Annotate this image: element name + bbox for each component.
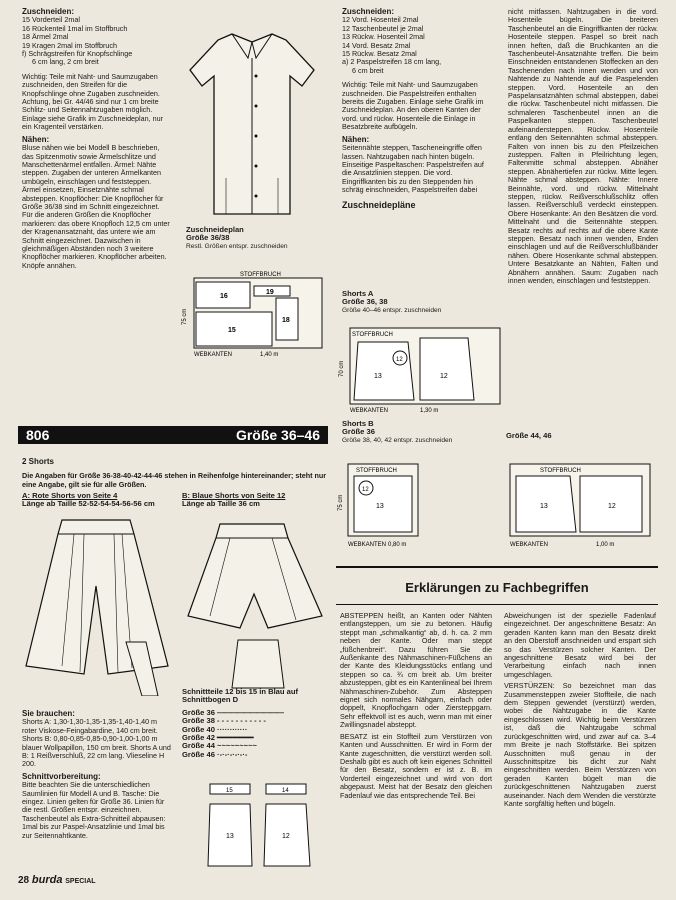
sie-brauchen-text: Shorts A: 1,30-1,30-1,35-1,35-1,40-1,40 m roter Viskose-Feingabardine, 140 cm breit. Shorts B: 0,80-0,85-0,85-0,90-1,00-1,00 m blauer Wollpapillon, 150 cm breit. Shorts A und B: 1 Reißverschluß, 22 cm lang. Vlieseline H 200.	[22, 717, 171, 769]
svg-text:12: 12	[362, 487, 369, 493]
svg-text:1,40 m: 1,40 m	[260, 352, 279, 358]
zuschneiden-line: 6 cm lang, 2 cm breit	[32, 57, 99, 67]
plan-shorts-c-layout	[500, 458, 660, 548]
mid-zuschneiden-line: 13 Rückw. Hosenteil 2mal	[342, 32, 425, 42]
model-number: 806	[26, 427, 50, 443]
fach-absteppen: ABSTEPPEN heißt, an Kanten oder Nähten entlangsteppen, um sie zu betonen. Häufig steppt man „schmalkantig“ ab, d. h. ca. 2 mm neben der Kante. Oder man steppt „füßchenbreit“. Dazu führen Sie die Außenkante des Nähmaschinen-Füßchens an der Kante des Kleidungsstücks entlang und steppen so ca. ¾ cm breit ab. Um breiter abzusteppen, gibt es ein Kantenlineal bei Ihrem Nähmaschinen-Zubehör. Zum Absteppen eignet sich normales Nähgarn, einfach oder doppelt, Knopflochgarn oder Ziersteppgarn. Sehr effektvoll ist es auch, wenn man mit einer Zwillingsnadel absteppt.	[340, 611, 492, 730]
size-line-42: Größe 42 ━━━━━━━━	[182, 733, 254, 743]
shorts-b-illustration	[180, 516, 330, 696]
shorts-a-length: Länge ab Taille 52-52-54-54-56-56 cm	[22, 499, 155, 509]
schnittteile-legend	[182, 688, 332, 759]
plan-shorts-a-title: Shorts A	[342, 289, 374, 298]
plan-a-title: Zuschneideplan	[186, 225, 244, 234]
plan-a-note: Restl. Größen entspr. zuschneiden	[186, 242, 288, 250]
size-line-36: Größe 36 ——————————	[182, 707, 283, 717]
plan-shorts-a-note: Größe 40–46 entspr. zuschneiden	[342, 306, 442, 314]
shorts-b-length: Länge ab Taille 36 cm	[182, 499, 260, 509]
fach-title-rule	[336, 604, 658, 605]
schnittteile-title: Schnittteile 12 bis 15 in Blau auf Schnittbogen D	[182, 687, 299, 705]
shorts-intro	[22, 454, 332, 492]
svg-text:12: 12	[396, 357, 403, 363]
right-top-column	[508, 8, 658, 288]
svg-text:14: 14	[282, 788, 289, 794]
model-size-range: Größe 36–46	[235, 427, 320, 443]
shorts-intro-text: Die Angaben für Größe 36-38-40-42-44-46 stehen in Reihenfolge hintereinander; steht nur eine Angabe, gilt sie für alle Größen.	[22, 471, 327, 489]
plan-shorts-a-size: Größe 36, 38	[342, 297, 388, 307]
page-number: 28	[18, 875, 30, 886]
zuschneiden-heading: Zuschneiden:	[22, 7, 75, 16]
shorts-a-caption	[22, 492, 172, 509]
blouse-illustration	[186, 28, 318, 223]
fach-besatz-cont: Abweichungen ist der spezielle Fadenlauf eingezeichnet. Der angeschnittene Besatz: An geraden Kanten kann man den Besatz direkt an den Oberstoff anschneiden und erspart sich so das Verstürzen solcher Kanten. Der angeschnittene Besatz wird bei der Verarbeitung einfach nach innen umgeschlagen.	[504, 611, 656, 679]
plan-shorts-b-note: Größe 38, 40, 42 entspr. zuschneiden	[342, 436, 453, 444]
naehen-heading: Nähen:	[22, 134, 50, 144]
size-line-38: Größe 38 - - - - - - - - - - -	[182, 716, 266, 726]
mid-zuschneiden-line: 15 Rückw. Besatz 2mal	[342, 49, 417, 59]
sie-brauchen	[22, 706, 172, 843]
brand-special: SPECIAL	[65, 878, 96, 885]
shorts-a-title: A: Rote Shorts von Seite 4	[22, 491, 118, 500]
shorts-title: 2 Shorts	[22, 457, 55, 466]
fach-column-1	[340, 612, 492, 803]
page-footer	[18, 874, 96, 886]
plan-shorts-a-layout	[336, 322, 506, 414]
svg-text:12: 12	[440, 373, 448, 380]
naehen-text: Bluse nähen wie bei Modell B beschrieben, das Spitzenmotiv sowie Ärmelschlitze und Manschettenärmel entfallen. Ärmel: Nähte steppen. Zugaben der unteren Ärmelkanten umbügeln, einschlagen und feststeppen. Ärmel einsetzen, Einsetznähte schmal absteppen. Knopflöcher: Die Knopflöcher für Größe 36/38 sind im Schnitt eingezeichnet. Für die anderen Größen die Knopflöcher markieren: das obere Knopfloch 12,5 cm unter der Kragenansatznaht, das untere wie am Schnitt eingezeichnet. Dazwischen in gleichmäßigen Abständen noch 3 weitere Knopflöcher markieren. Knopflöcher arbeiten. Knöpfe annähen.	[22, 143, 170, 270]
plaene-heading: Zuschneidepläne	[342, 199, 416, 210]
piece-19: 19	[266, 289, 274, 296]
mid-zuschneiden-line: 6 cm breit	[352, 65, 384, 75]
zuschneiden-line: f) Schrägstreifen für Knopfschlinge	[22, 49, 133, 59]
size-line-46: Größe 46 ·-·-·-·-·-·-	[182, 749, 248, 759]
mid-zuschneiden-line: 12 Vord. Hosenteil 2mal	[342, 15, 419, 25]
shorts-a-illustration	[22, 516, 172, 696]
plan-a-size: Größe 36/38	[186, 233, 230, 243]
model-banner	[18, 426, 328, 444]
plan-shorts-b-title: Shorts B	[342, 419, 374, 428]
shorts-b-title: B: Blaue Shorts von Seite 12	[182, 491, 286, 500]
fach-title: Erklärungen zu Fachbegriffen	[405, 580, 589, 595]
mid-zuschneiden-heading: Zuschneiden:	[342, 7, 395, 16]
section-divider	[336, 566, 658, 568]
left-top-column	[22, 8, 170, 273]
svg-text:12: 12	[608, 503, 616, 510]
plan-a-caption	[186, 226, 326, 251]
plan-shorts-c-caption	[506, 432, 606, 440]
svg-text:WEBKANTEN: WEBKANTEN	[350, 408, 389, 414]
svg-text:13: 13	[374, 373, 382, 380]
schnitt-heading: Schnittvorbereitung:	[22, 771, 101, 781]
svg-text:75 cm: 75 cm	[338, 494, 344, 511]
schnitt-text: Bitte beachten Sie die unterschiedlichen Saumlinien für Modell A und B. Tasche: Die eingez. Linien gelten für Größe 36. Linien für die restl. Größen entspr. einzeichnen. Taschenbeutel als Extra-Schnitteil abpausen: 1mal bis zur Paspel-Ansatzlinie und 1mal bis zur Seitennahtkante.	[22, 780, 166, 840]
svg-text:STOFFBRUCH: STOFFBRUCH	[240, 272, 281, 278]
shorts-b-caption	[182, 492, 332, 509]
plan-a-layout	[180, 268, 330, 358]
wichtig-text: Wichtig: Teile mit Naht- und Saumzugaben zuschneiden, den Streifen für die Knopfschlinge ohne Zugaben zuschneiden. Achtung, bei Gr. 44/46 sind nur 1 cm breite Schlitz- und Seitennahtzugaben möglich. Einlage siehe Grafik im Zuschneideplan, nur ein Kragenteil verstärken.	[22, 71, 164, 132]
mid-zuschneiden-line: 14 Vord. Besatz 2mal	[342, 40, 411, 50]
svg-text:1,30 m: 1,30 m	[420, 408, 439, 414]
svg-text:WEBKANTEN: WEBKANTEN	[510, 542, 549, 548]
zuschneiden-line: 16 Rückenteil 1mal im Stoffbruch	[22, 23, 128, 33]
mid-zuschneiden-line: a) 2 Paspelstreifen 18 cm lang,	[342, 57, 442, 67]
svg-text:13: 13	[540, 503, 548, 510]
pattern-pieces-thumbnail	[190, 780, 330, 870]
plan-shorts-c-size: Größe 44, 46	[506, 431, 552, 440]
plan-shorts-a-caption	[342, 290, 502, 315]
svg-text:70 cm: 70 cm	[339, 360, 345, 377]
mid-naehen-heading: Nähen:	[342, 134, 370, 144]
mid-zuschneiden-line: 12 Taschenbeutel je 2mal	[342, 23, 424, 33]
brand-logo: burda	[31, 874, 63, 886]
zuschneiden-line: 19 Kragen 2mal im Stoffbruch	[22, 40, 117, 50]
svg-text:STOFFBRUCH: STOFFBRUCH	[540, 468, 581, 474]
svg-text:0,80 m: 0,80 m	[388, 542, 407, 548]
fach-besatz: BESATZ ist ein Stoffteil zum Verstürzen von Kanten und Ausschnitten. Er wird in Form der Kante zugeschnitten, die verstürzt werden soll. Deshalb gibt es auch oft kein eigenes Schnitteil für den Besatz, sondern er ist z. B. im Vorderteil eingezeichnet und wird von dort abgepaust. Meist hat der Besatz den gleichen Fadenlauf wie das entsprechende Teil. Bei	[340, 731, 492, 800]
right-top-text: nicht mitfassen. Nahtzugaben in die vord. Hosenteile bügeln. Die breiteren Taschenbeutel an die Eingriffkanten der rückw. Hosenteile steppen. Paspel so breit nach innen heften, daß die Bruchkanten an die Taschenbeutel-Ansatznähte treffen. Die beim Einschneiden entstandenen Stoffecken an den Taschenenden nach innen wenden und von Nahtende zu Nahtende auf die Paspelenden steppen. Vord. Hosenteile an den Paspelansatznähten schmal absteppen, dabei die rückw. Taschenbeutel nicht mitfassen. Die schmaleren Taschenbeutel innen an die Paspelkanten steppen. Taschenbeutel aufeinandersteppen. Rückw. Hosenteile entlang den Seitennähten schmal absteppen. Falten von innen bis zu den Pfeilzeichen zusteppen. Falten in Pfeilrichtung legen, Faltenmitte schmal absteppen. Abnäher steppen. Abnähertiefen zur rückw. Mitte legen. Nähte schmal absteppen. Nähte: Innere Beinnähte, vord. und rückw. Mittelnaht steppen, rückw. Reißverschlußschlitz offen lassen. Reißverschluß verdeckt einsteppen. Obere Hosenkante: An den Besätzen die vord. Mittelnaht und die Seitennähte steppen. Besatz rechts auf rechts auf die obere Kante steppen. Besatz nach innen wenden, Enden einschlagen und auf die Reißverschlußbänder nähen. Obere Hosenkante schmal absteppen. Untere Besatzkante an Nähten, Falten und Abnähern annähen. Saum: Zugaben nach innen wenden, einschlagen und feststeppen.	[508, 7, 658, 285]
middle-column	[342, 8, 494, 209]
mid-naehen-text: Seitennähte steppen, Tascheneingriffe offen lassen. Nahtzugaben nach hinten bügeln. Einseitige Paspeltaschen: Paspelstreifen auf die Ansatzlinien steppen. Die vord. Eingriffkanten bis zu den Steppenden hin schräg einschneiden, Paspelstreifen dabei	[342, 143, 484, 195]
svg-text:75 cm: 75 cm	[182, 308, 188, 325]
svg-text:1,00 m: 1,00 m	[596, 542, 615, 548]
piece-15: 15	[228, 327, 236, 334]
sie-brauchen-heading: Sie brauchen:	[22, 709, 75, 718]
svg-text:15: 15	[226, 788, 233, 794]
piece-18: 18	[282, 317, 290, 324]
svg-text:12: 12	[282, 833, 290, 840]
svg-text:13: 13	[226, 833, 234, 840]
plan-shorts-b-size: Größe 36	[342, 427, 375, 437]
size-line-40: Größe 40 ············	[182, 724, 248, 734]
plan-shorts-b-layout	[336, 458, 426, 548]
plan-shorts-b-caption	[342, 420, 502, 445]
fach-verstuerzen: VERSTÜRZEN: So bezeichnet man das Zusammensteppen zweier Stoffteile, die nach dem Steppen gewendet (verstürzt) werden, wobei die Nahtzugabe in die Kante eingeschlossen wird. Wichtig beim Verstürzen ist, daß die Nahtzugabe schmal zurückgeschnitten wird, und zwar auf ca. 3–4 mm Breite je nach Stoffstärke. Bei spitzen Ausschnitten muß genau in der Ausschnittspitze bis dicht zur Naht eingeschnitten werden. Beim Verstürzen von geraden Kanten bügelt man die zurückgeschnittenen Nahtzugaben zuerst auseinander. Nach dem Wenden die verstürzte Kante sorgfältig heften und bügeln.	[504, 681, 656, 808]
mid-wichtig: Wichtig: Teile mit Naht- und Saumzugaben zuschneiden. Die Paspelstreifen enthalten bereits die Zugaben. Einlage siehe Grafik im Zuschneideplan. An den oberen Kanten der vord. und rückw. Hosenteile die Einlage in Besatzbreite aufbügeln.	[342, 80, 484, 132]
piece-16: 16	[220, 293, 228, 300]
zuschneiden-line: 15 Vorderteil 2mal	[22, 15, 80, 25]
svg-text:13: 13	[376, 503, 384, 510]
size-line-44: Größe 44 ~~~~~~~~~	[182, 741, 257, 751]
svg-text:WEBKANTEN: WEBKANTEN	[348, 542, 387, 548]
svg-text:STOFFBRUCH: STOFFBRUCH	[352, 332, 393, 338]
svg-text:STOFFBRUCH: STOFFBRUCH	[356, 468, 397, 474]
zuschneiden-line: 18 Ärmel 2mal	[22, 32, 69, 42]
svg-text:WEBKANTEN: WEBKANTEN	[194, 352, 233, 358]
fach-column-2	[504, 612, 656, 811]
